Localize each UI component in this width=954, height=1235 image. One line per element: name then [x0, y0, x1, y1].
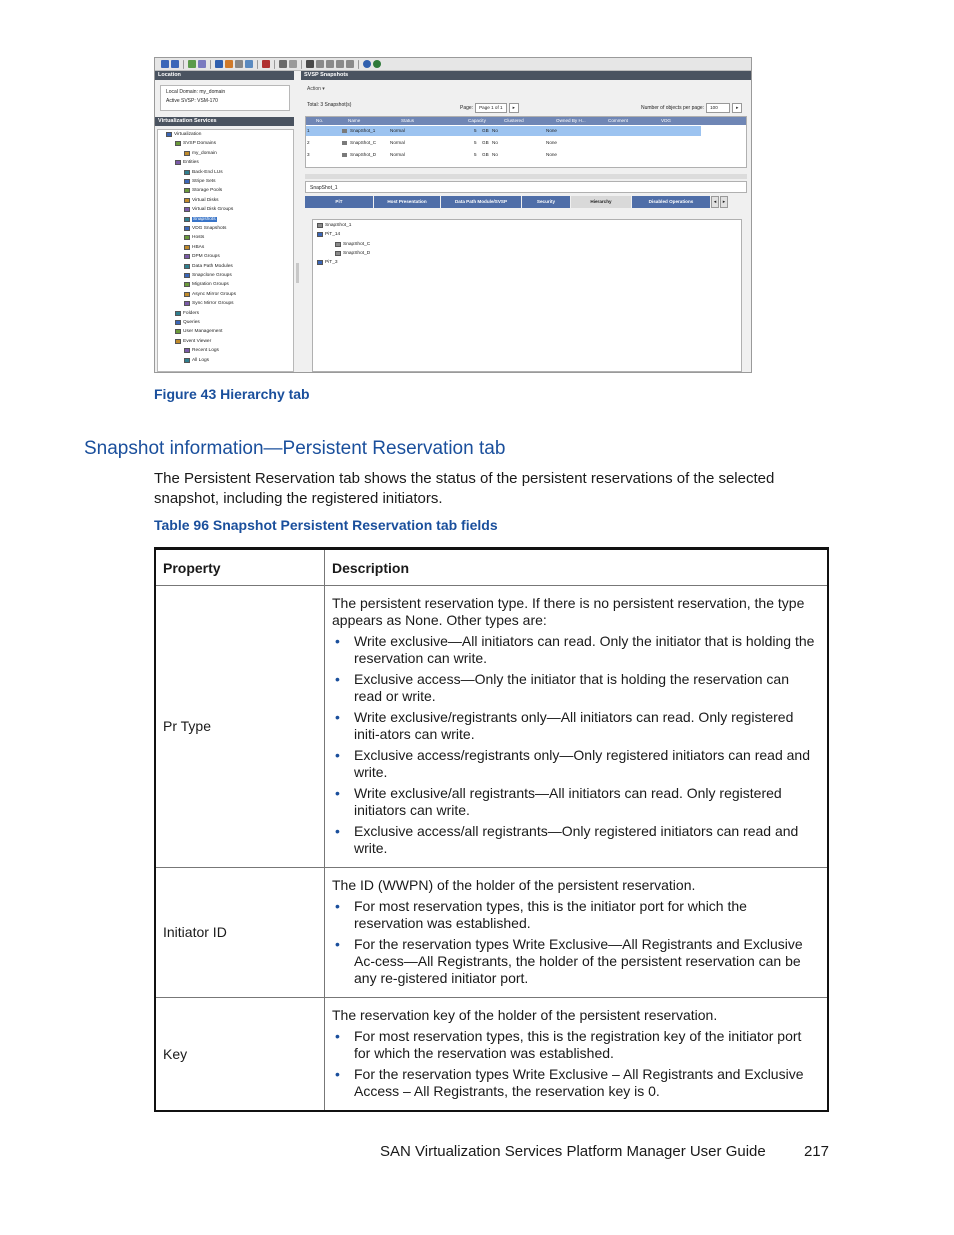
tree-item[interactable] [184, 254, 220, 259]
lock-icon[interactable] [235, 60, 243, 68]
grid-column-header[interactable]: Capacity [468, 118, 486, 123]
tree-item-label: Storage Pools [192, 188, 223, 194]
pager [460, 101, 519, 115]
export-icon[interactable] [289, 60, 297, 68]
hierarchy-item[interactable] [335, 251, 370, 256]
back-icon[interactable] [161, 60, 169, 68]
active-svsp-value: VSM-170 [197, 98, 218, 104]
grid-cell: No [492, 152, 498, 157]
page-footer [380, 1143, 829, 1160]
grid-column-header[interactable]: No. [316, 118, 324, 123]
table-row[interactable] [306, 126, 701, 136]
active-svsp-label: Active SVSP: [166, 98, 196, 104]
tree-item-label: Sync Mirror Groups [192, 301, 234, 307]
tree-node-icon [175, 320, 181, 325]
bullet-item: • Write exclusive/all registrants—All initiators can read. Only registered initiators can write. [332, 785, 820, 819]
snapshots-grid [305, 116, 747, 168]
navigation-tree [157, 129, 294, 372]
tab-host-presentation[interactable]: Host Presentation [374, 196, 440, 208]
footer-title: SAN Virtualization Services Platform Manager User Guide [380, 1143, 766, 1160]
tree-item[interactable] [184, 358, 209, 363]
tree-node-icon [184, 179, 190, 184]
objects-per-page-go-icon[interactable]: ▸ [732, 103, 742, 113]
report-icon[interactable] [198, 60, 206, 68]
tree-node-icon [175, 141, 181, 146]
page-number: 217 [803, 1143, 829, 1160]
tree-node-icon [184, 254, 190, 259]
tree-item[interactable] [175, 141, 216, 146]
table-header-row [155, 549, 828, 586]
tree-node-icon [175, 339, 181, 344]
tree-item-label: Entities [183, 160, 199, 166]
tree-item[interactable] [184, 151, 217, 156]
grid-cell: 5 [474, 140, 477, 145]
description-cell [325, 998, 829, 1112]
globe-icon[interactable] [373, 60, 381, 68]
toolbar-separator [257, 60, 258, 69]
bullet-item: • For most reservation types, this is the registration key of the initiator port for which the reservation was established. [332, 1028, 820, 1062]
persistent-reservation-table [154, 547, 829, 1112]
tree-node-icon [175, 160, 181, 165]
hierarchy-item-label: PiT_14 [325, 232, 341, 238]
tree-node-icon [184, 188, 190, 193]
tree-item-label: Back-End LUs [192, 169, 223, 175]
description-text: The reservation key of the holder of the persistent reservation. [332, 1007, 718, 1023]
home-icon[interactable] [245, 60, 253, 68]
next-page-icon[interactable]: ▸ [509, 103, 519, 113]
grid-cell: No [492, 128, 498, 133]
description-text: The ID (WWPN) of the holder of the persistent reservation. [332, 877, 696, 893]
hierarchy-node-icon [317, 223, 323, 228]
toolbar-separator [358, 60, 359, 69]
grid-cell: No [492, 140, 498, 145]
grid-cell: 1 [307, 128, 310, 133]
bullet-item: • Exclusive access—Only the initiator that is holding the reservation can read or write. [332, 671, 820, 705]
header-description: Description [325, 549, 829, 586]
bullet-item: • Write exclusive—All initiators can read. Only the initiator that is holding the reservation can write. [332, 633, 820, 667]
description-text: The persistent reservation type. If there is no persistent reservation, the type appears as None. Other types are: [332, 595, 805, 628]
refresh-icon[interactable] [188, 60, 196, 68]
table-caption: Table 96 Snapshot Persistent Reservation tab fields [154, 517, 498, 533]
settings-icon[interactable] [346, 60, 354, 68]
toolbar-separator [301, 60, 302, 69]
tree-node-icon [184, 151, 190, 156]
pause-icon[interactable] [326, 60, 334, 68]
grid-column-header[interactable]: Status [401, 118, 415, 123]
tree-item[interactable] [184, 207, 233, 212]
hierarchy-item[interactable] [335, 242, 370, 247]
figure-caption: Figure 43 Hierarchy tab [154, 386, 310, 402]
grid-cell: GB [482, 152, 489, 157]
tree-node-icon [184, 235, 190, 240]
snapshot-icon [342, 153, 347, 157]
tree-node-icon [184, 226, 190, 231]
tree-item-label: Stripe Sets [192, 179, 216, 184]
toolbar [155, 58, 751, 71]
tree-item[interactable] [184, 198, 219, 203]
tree-node-icon [184, 217, 190, 222]
list-header [303, 98, 749, 112]
tree-node-icon [184, 358, 190, 363]
bullet-item: • Exclusive access/registrants only—Only registered initiators can read and write. [332, 747, 820, 781]
toolbar-separator [210, 60, 211, 69]
tree-item-label: User Management [183, 329, 223, 335]
tree-item-label: Snapshots [193, 216, 216, 222]
hierarchy-node-icon [335, 251, 341, 256]
location-box [160, 85, 290, 111]
tree-item-label: Queries [183, 320, 200, 325]
tab-scroll-left-icon[interactable]: ◂ [711, 196, 719, 208]
snapshot-icon [342, 141, 347, 145]
objects-per-page [641, 101, 742, 115]
header-property: Property [155, 549, 325, 586]
tree-item[interactable] [175, 329, 222, 334]
hierarchy-item[interactable] [317, 232, 340, 237]
tree-item-label: Folders [183, 310, 199, 316]
table-row [155, 868, 828, 998]
tree-node-icon [175, 329, 181, 334]
hierarchy-item[interactable] [317, 223, 351, 228]
bullet-list [332, 633, 820, 857]
hierarchy-tree [312, 219, 742, 372]
tree-item[interactable] [184, 226, 226, 231]
grid-cell: None [546, 152, 557, 157]
tree-item[interactable] [184, 245, 204, 250]
tree-node-icon [184, 301, 190, 306]
tab-pit[interactable]: PiT [305, 196, 373, 208]
tree-item[interactable] [184, 292, 236, 297]
tree-item[interactable] [184, 217, 217, 222]
property-cell: Key [155, 998, 325, 1112]
tree-node-icon [184, 273, 190, 278]
bullet-item: • For most reservation types, this is the initiator port for which the reservation was established. [332, 898, 820, 932]
forward-icon[interactable] [171, 60, 179, 68]
tab-disabled-operations[interactable]: Disabled Operations [632, 196, 710, 208]
tree-item-label: Virtual Disks [192, 197, 219, 203]
tab-security[interactable]: Security [522, 196, 570, 208]
tree-item-label: Recent Logs [192, 348, 219, 354]
table-row [155, 586, 828, 868]
action-menu[interactable]: Action ▾ [307, 86, 325, 92]
tab-scroll-right-icon[interactable]: ▸ [720, 196, 728, 208]
local-domain-label: Local Domain: [166, 89, 198, 95]
tree-item-label: Data Path Modules [192, 263, 233, 269]
tree-node-icon [184, 292, 190, 297]
hierarchy-item-label: PiT_3 [325, 260, 338, 266]
intro-paragraph: The Persistent Reservation tab shows the status of the persistent reservations of the selected snapshot, including the registered initiators. [154, 470, 775, 507]
tree-node-icon [166, 132, 172, 137]
page-label: Page: [460, 105, 474, 111]
grid-column-header[interactable]: Name [348, 118, 361, 123]
hierarchy-tab-screenshot [154, 57, 752, 373]
bullet-item: • For the reservation types Write Exclusive—All Registrants and Exclusive Ac-cess—All Registrants, the holder of the persistent reservation can be any re-gistered initiator port. [332, 936, 820, 987]
toolbar-separator [183, 60, 184, 69]
tree-item-label: Event Viewer [183, 338, 212, 344]
tree-item-label: Async Mirror Groups [192, 291, 236, 297]
help-icon[interactable] [363, 60, 371, 68]
grid-cell: Normal [390, 128, 405, 133]
hierarchy-node-icon [317, 260, 323, 265]
tree-item[interactable] [184, 235, 204, 240]
location-pane-title: Location [155, 71, 294, 80]
detail-tabs [305, 196, 749, 208]
tree-item-label: Migration Groups [192, 282, 229, 288]
objects-per-page-label: Number of objects per page: [641, 105, 705, 111]
bullet-list [332, 1028, 820, 1100]
bullet-list [332, 898, 820, 987]
grid-cell: SnapShot_C [350, 140, 377, 145]
tree-item[interactable] [175, 339, 211, 344]
tree-item[interactable] [184, 348, 219, 353]
tree-item-label: Hosts [192, 235, 205, 241]
section-title: Snapshot information—Persistent Reservation tab [84, 438, 506, 459]
bullet-item: • Write exclusive/registrants only—All initiators can read. Only registered initi-ators can write. [332, 709, 820, 743]
property-cell: Initiator ID [155, 868, 325, 998]
hierarchy-item-label: SnapShot_1 [325, 223, 352, 228]
description-cell [325, 586, 829, 868]
tree-item-label: VDG Snapshots [192, 226, 227, 231]
tree-node-icon [184, 207, 190, 212]
tree-node-icon [184, 264, 190, 269]
delete-icon[interactable] [262, 60, 270, 68]
tree-item[interactable] [184, 170, 223, 175]
grid-cell: GB [482, 128, 489, 133]
tree-item[interactable] [166, 132, 201, 137]
hierarchy-item-label: SnapShot_D [343, 250, 371, 256]
grid-column-header[interactable]: Clustered [504, 118, 524, 123]
objects-per-page-input[interactable]: 100 [706, 103, 730, 113]
grid-column-header[interactable]: VDG [661, 118, 671, 123]
window-icon[interactable] [215, 60, 223, 68]
tab-hierarchy[interactable]: Hierarchy [571, 196, 631, 208]
tree-item[interactable] [184, 264, 233, 269]
description-cell [325, 868, 829, 998]
tree-item-label: SVSP Domains [183, 141, 216, 147]
grid-cell: Normal [390, 152, 405, 157]
tree-node-icon [184, 170, 190, 175]
table-row[interactable] [306, 150, 701, 160]
tree-item-label: Virtual Disk Groups [192, 207, 234, 213]
grid-cell: Normal [390, 140, 405, 145]
tree-item-label: All Logs [192, 357, 210, 363]
services-pane-title: Virtualization Services [155, 117, 294, 126]
hierarchy-node-icon [335, 242, 341, 247]
grid-cell: SnapShot_D [350, 152, 377, 157]
detail-title: SnapShot_1 [305, 181, 747, 193]
tree-node-icon [184, 198, 190, 203]
tree-item[interactable] [184, 179, 215, 184]
tree-item-label: Snapclone Groups [192, 273, 232, 278]
tree-item[interactable] [175, 311, 199, 316]
snapshots-pane-title: SVSP Snapshots [301, 71, 751, 80]
user-icon[interactable] [225, 60, 233, 68]
bullet-item: • For the reservation types Write Exclusive – All Registrants and Exclusive Access – All Registrants, the reservation key is 0. [332, 1066, 820, 1100]
grid-cell: 2 [307, 140, 310, 145]
tab-data-path-module-svsp[interactable]: Data Path Module/SVSP [441, 196, 521, 208]
bullet-item: • Exclusive access/all registrants—Only registered initiators can read and write. [332, 823, 820, 857]
grid-column-header[interactable]: Owned By H... [556, 118, 586, 123]
grid-cell: 3 [307, 152, 310, 157]
tree-node-icon [184, 348, 190, 353]
toolbar-separator [274, 60, 275, 69]
snapshot-icon [342, 129, 347, 133]
tree-node-icon [175, 311, 181, 316]
grid-cell: None [546, 128, 557, 133]
grid-header-row [306, 117, 746, 125]
pane-splitter-handle[interactable] [296, 263, 299, 283]
property-cell: Pr Type [155, 586, 325, 868]
grid-icon[interactable] [306, 60, 314, 68]
hierarchy-item[interactable] [317, 260, 338, 265]
tree-item[interactable] [175, 320, 200, 325]
hierarchy-node-icon [317, 232, 323, 237]
tree-item-label: Virtualization [174, 132, 202, 137]
total-count: Total: 3 Snapshot(s) [307, 102, 352, 108]
local-domain-value: my_domain [199, 89, 226, 95]
tree-item-label: HBAs [192, 244, 205, 250]
table-row [155, 998, 828, 1112]
tree-item[interactable] [184, 282, 229, 287]
grid-cell: 5 [474, 152, 477, 157]
grid-cell: 5 [474, 128, 477, 133]
horizontal-scrollbar[interactable] [305, 174, 747, 179]
print-icon[interactable] [279, 60, 287, 68]
tree-item-label: my_domain [192, 150, 217, 156]
tree-item-label: DPM Groups [192, 254, 220, 260]
page-select[interactable]: Page 1 of 1 [475, 103, 507, 113]
tree-item[interactable] [184, 301, 234, 306]
table-row[interactable] [306, 138, 701, 148]
tree-node-icon [184, 245, 190, 250]
play-icon[interactable] [336, 60, 344, 68]
tree-node-icon [184, 282, 190, 287]
tree-item[interactable] [184, 188, 222, 193]
grid-cell: None [546, 140, 557, 145]
tree-item[interactable] [175, 160, 199, 165]
grid-cell: SnapShot_1 [350, 128, 376, 133]
hierarchy-item-label: SnapShot_C [343, 241, 371, 247]
grid-cell: GB [482, 140, 489, 145]
stop-icon[interactable] [316, 60, 324, 68]
tree-item[interactable] [184, 273, 232, 278]
grid-column-header[interactable]: Comment [608, 118, 628, 123]
